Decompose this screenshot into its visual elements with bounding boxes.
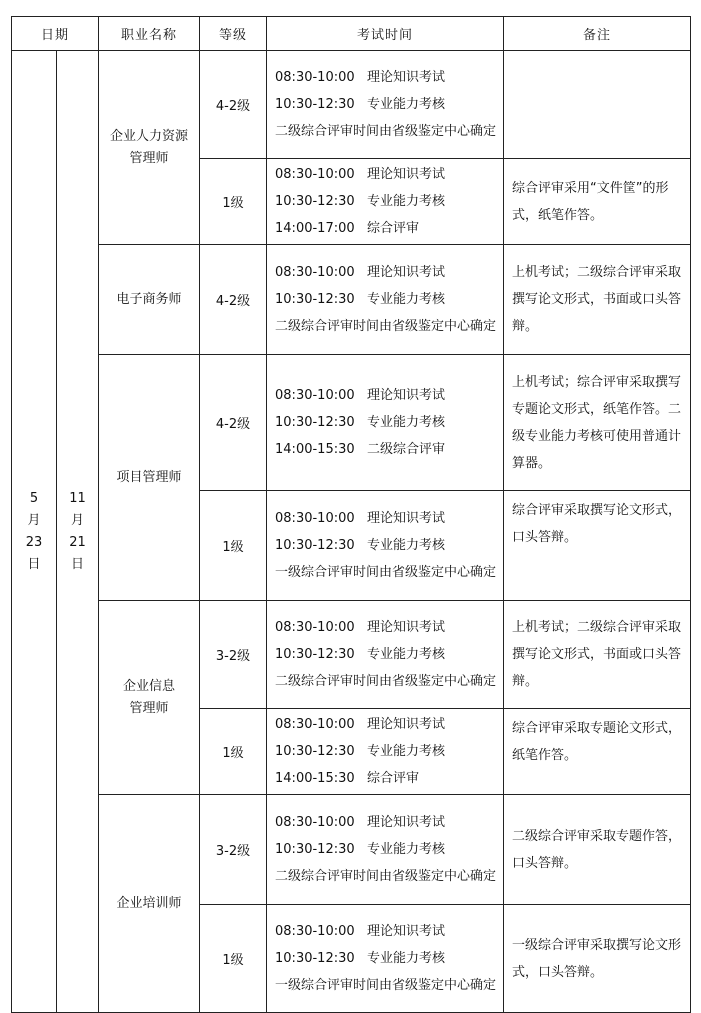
time-cell: 08:30-10:00 理论知识考试 10:30-12:30 专业能力考核 一级综合评审时间由省级鉴定中心确定 bbox=[267, 905, 504, 1013]
occupation-project: 项目管理师 bbox=[99, 355, 200, 601]
time-cell: 08:30-10:00 理论知识考试 10:30-12:30 专业能力考核 二级综合评审时间由省级鉴定中心确定 bbox=[267, 601, 504, 709]
level-cell: 4-2级 bbox=[200, 51, 267, 159]
occupation-training: 企业培训师 bbox=[99, 795, 200, 1013]
date-cell-second: 11 月 21 日 bbox=[57, 51, 99, 1013]
note-cell: 上机考试；二级综合评审采取撰写论文形式，书面或口头答辩。 bbox=[504, 245, 691, 355]
time-cell: 08:30-10:00 理论知识考试 10:30-12:30 专业能力考核 二级综合评审时间由省级鉴定中心确定 bbox=[267, 245, 504, 355]
table-row bbox=[12, 601, 691, 709]
header-time: 考试时间 bbox=[267, 17, 504, 51]
level-cell: 1级 bbox=[200, 159, 267, 245]
level-cell: 1级 bbox=[200, 709, 267, 795]
note-cell bbox=[504, 51, 691, 159]
note-cell: 综合评审采取专题论文形式，纸笔作答。 bbox=[504, 709, 691, 795]
note-cell: 综合评审采取撰写论文形式，口头答辩。 bbox=[504, 491, 691, 601]
note-cell: 上机考试；综合评审采取撰写专题论文形式，纸笔作答。二级专业能力考核可使用普通计算器。 bbox=[504, 355, 691, 491]
header-date: 日期 bbox=[12, 17, 99, 51]
level-cell: 4-2级 bbox=[200, 245, 267, 355]
date-cell-first: 5 月 23 日 bbox=[12, 51, 57, 1013]
occupation-ecommerce: 电子商务师 bbox=[99, 245, 200, 355]
time-cell: 08:30-10:00 理论知识考试 10:30-12:30 专业能力考核 二级综合评审时间由省级鉴定中心确定 bbox=[267, 51, 504, 159]
occupation-info: 企业信息管理师 bbox=[99, 601, 200, 795]
note-cell: 综合评审采用“文件筐”的形式，纸笔作答。 bbox=[504, 159, 691, 245]
time-cell: 08:30-10:00 理论知识考试 10:30-12:30 专业能力考核 14:00-15:30 综合评审 bbox=[267, 709, 504, 795]
note-cell: 上机考试；二级综合评审采取撰写论文形式，书面或口头答辩。 bbox=[504, 601, 691, 709]
table-row bbox=[12, 245, 691, 355]
table-row bbox=[12, 51, 691, 159]
time-cell: 08:30-10:00 理论知识考试 10:30-12:30 专业能力考核 14:00-17:00 综合评审 bbox=[267, 159, 504, 245]
level-cell: 3-2级 bbox=[200, 601, 267, 709]
occupation-hr: 企业人力资源管理师 bbox=[99, 51, 200, 245]
header-level: 等级 bbox=[200, 17, 267, 51]
note-cell: 一级综合评审采取撰写论文形式，口头答辩。 bbox=[504, 905, 691, 1013]
table-row bbox=[12, 795, 691, 905]
level-cell: 1级 bbox=[200, 491, 267, 601]
table-row bbox=[12, 355, 691, 491]
level-cell: 3-2级 bbox=[200, 795, 267, 905]
time-cell: 08:30-10:00 理论知识考试 10:30-12:30 专业能力考核 二级综合评审时间由省级鉴定中心确定 bbox=[267, 795, 504, 905]
exam-schedule-table bbox=[11, 16, 691, 1013]
header-row bbox=[12, 17, 691, 51]
level-cell: 4-2级 bbox=[200, 355, 267, 491]
header-occupation: 职业名称 bbox=[99, 17, 200, 51]
time-cell: 08:30-10:00 理论知识考试 10:30-12:30 专业能力考核 14:00-15:30 二级综合评审 bbox=[267, 355, 504, 491]
level-cell: 1级 bbox=[200, 905, 267, 1013]
header-note: 备注 bbox=[504, 17, 691, 51]
time-cell: 08:30-10:00 理论知识考试 10:30-12:30 专业能力考核 一级综合评审时间由省级鉴定中心确定 bbox=[267, 491, 504, 601]
note-cell: 二级综合评审采取专题作答，口头答辩。 bbox=[504, 795, 691, 905]
